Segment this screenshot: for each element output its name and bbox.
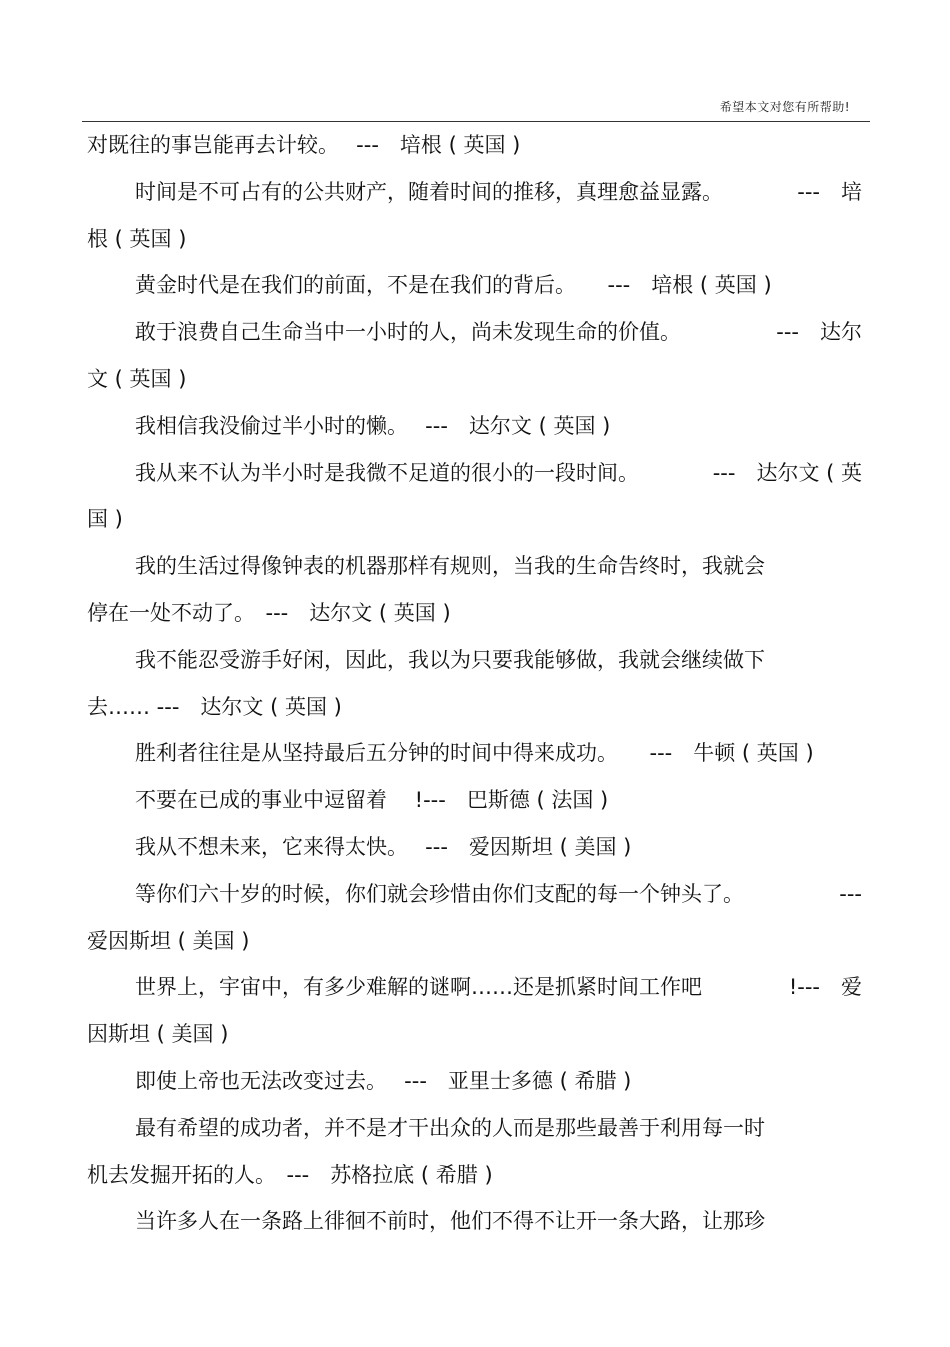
text-line xyxy=(87,262,862,309)
text-line xyxy=(87,1198,862,1245)
line-text: 当许多人在一条路上徘徊不前时，他们不得不让开一条大路，让那珍 xyxy=(135,1209,765,1234)
text-line xyxy=(87,730,862,777)
line-text: 我从来不认为半小时是我微不足道的很小的一段时间。 xyxy=(135,460,639,485)
line-attribution: !--- 爱 xyxy=(788,975,862,1000)
line-text: 即使上帝也无法改变过去。 --- 亚里士多德 ( 希腊 ) xyxy=(135,1068,632,1093)
text-line xyxy=(87,637,862,684)
text-line xyxy=(87,824,862,871)
line-text: 我从不想未来，它来得太快。 --- 爱因斯坦 ( 美国 ) xyxy=(135,834,632,859)
text-line xyxy=(87,590,862,637)
text-line xyxy=(87,309,862,356)
text-line xyxy=(87,1011,862,1058)
line-text: 黄金时代是在我们的前面，不是在我们的背后。 --- 培根 ( 英国 ) xyxy=(135,273,772,298)
text-line xyxy=(87,403,862,450)
text-line xyxy=(87,496,862,543)
text-line xyxy=(87,1152,862,1199)
line-text: 世界上，宇宙中，有多少难解的谜啊……还是抓紧时间工作吧 xyxy=(135,975,702,1000)
text-line xyxy=(87,777,862,824)
line-attribution: --- 达尔 xyxy=(776,320,862,345)
text-line xyxy=(87,169,862,216)
line-text: 国 ) xyxy=(87,507,123,532)
text-line xyxy=(87,871,862,918)
line-text: 我相信我没偷过半小时的懒。 --- 达尔文 ( 英国 ) xyxy=(135,413,611,438)
line-text: 机去发掘开拓的人。 --- 苏格拉底 ( 希腊 ) xyxy=(87,1162,493,1187)
line-text: 胜利者往往是从坚持最后五分钟的时间中得来成功。 --- 牛顿 ( 英国 ) xyxy=(135,741,814,766)
text-line xyxy=(87,356,862,403)
line-attribution: --- 达尔文 ( 英 xyxy=(712,460,862,485)
line-text: 最有希望的成功者，并不是才干出众的人而是那些最善于利用每一时 xyxy=(135,1115,765,1140)
line-text: 停在一处不动了。 --- 达尔文 ( 英国 ) xyxy=(87,600,451,625)
line-text: 我不能忍受游手好闲，因此，我以为只要我能够做，我就会继续做下 xyxy=(135,647,765,672)
line-text: 对既往的事岂能再去计较。 --- 培根 ( 英国 ) xyxy=(87,133,521,157)
line-text: 敢于浪费自己生命当中一小时的人，尚未发现生命的价值。 xyxy=(135,320,681,345)
text-line xyxy=(87,918,862,965)
text-line xyxy=(87,450,862,497)
text-line xyxy=(87,964,862,1011)
document-body xyxy=(87,122,862,1245)
line-text: 我的生活过得像钟表的机器那样有规则，当我的生命告终时，我就会 xyxy=(135,554,765,579)
text-line xyxy=(87,1105,862,1152)
text-line xyxy=(87,216,862,263)
line-text: 根 ( 英国 ) xyxy=(87,226,187,251)
line-attribution: --- 培 xyxy=(797,179,862,204)
text-line xyxy=(87,543,862,590)
text-line xyxy=(87,122,862,169)
line-attribution: --- xyxy=(839,881,862,906)
line-text: 时间是不可占有的公共财产，随着时间的推移，真理愈益显露。 xyxy=(135,179,723,204)
header-note: 希望本文对您有所帮助! xyxy=(719,100,850,114)
text-line xyxy=(87,1058,862,1105)
line-text: 去…… --- 达尔文 ( 英国 ) xyxy=(87,694,342,719)
line-text: 等你们六十岁的时候，你们就会珍惜由你们支配的每一个钟头了。 xyxy=(135,881,744,906)
line-text: 不要在已成的事业中逗留着 !--- 巴斯德 ( 法国 ) xyxy=(135,788,609,813)
line-text: 爱因斯坦 ( 美国 ) xyxy=(87,928,250,953)
text-line xyxy=(87,684,862,731)
line-text: 因斯坦 ( 美国 ) xyxy=(87,1022,229,1047)
line-text: 文 ( 英国 ) xyxy=(87,366,187,391)
